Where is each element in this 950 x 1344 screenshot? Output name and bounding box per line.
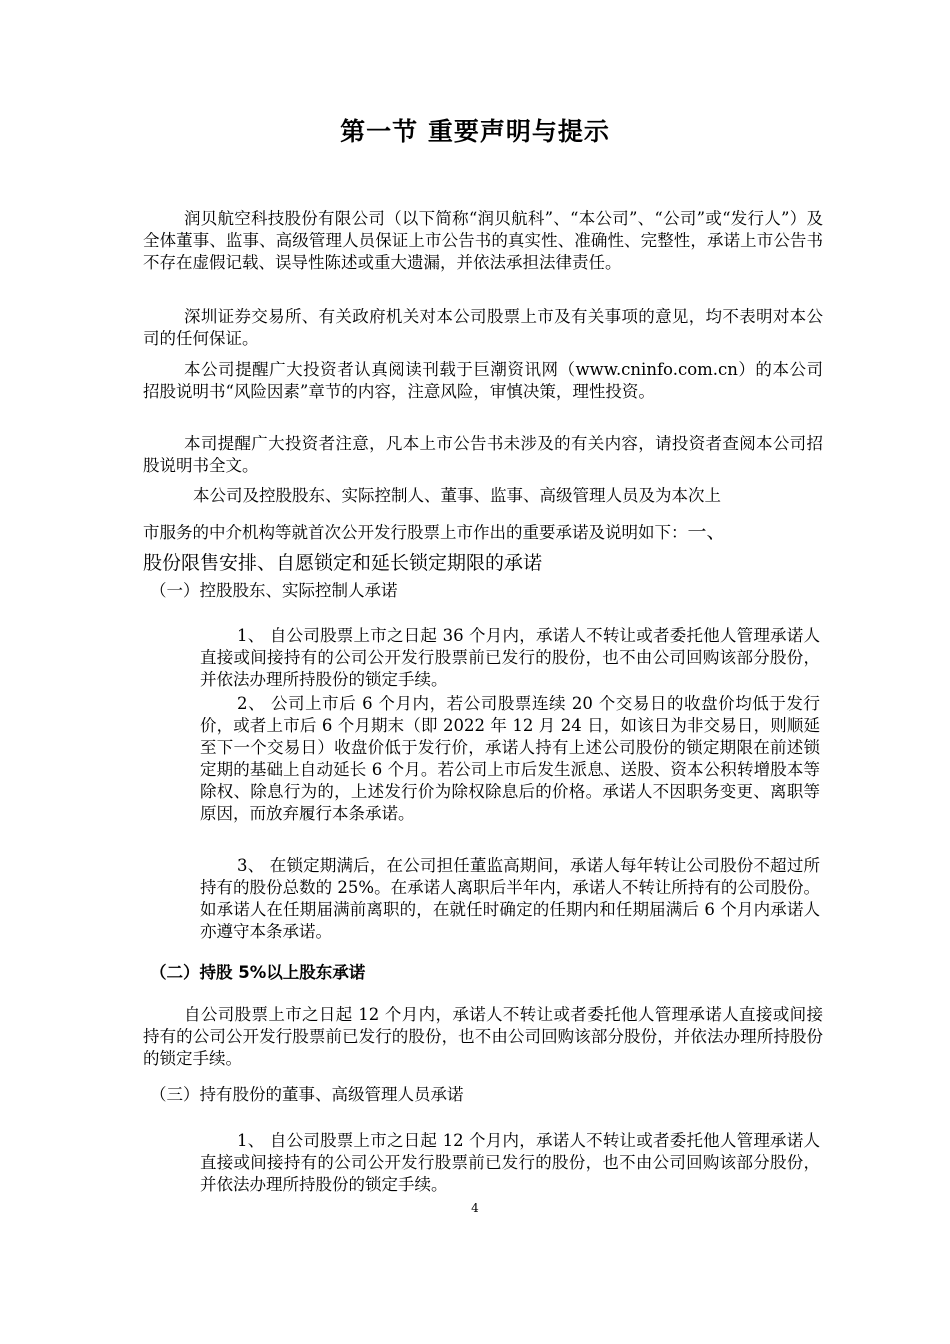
subsection-1-title: （一）控股股东、实际控制人承诺: [150, 581, 398, 600]
paragraph-exchange-disclaimer: 深圳证券交易所、有关政府机关对本公司股票上市及有关事项的意见，均不表明对本公司的任何保证。: [143, 307, 823, 348]
commitment-intro-text: 市服务的中介机构等就首次公开发行股票上市作出的重要承诺及说明如下：: [143, 523, 688, 542]
heading-one-number: 一、: [687, 521, 726, 543]
subsection-2-title-text: （二）持股 5%以上股东承诺: [150, 963, 366, 982]
heading-lockup-commitments: 股份限售安排、自愿锁定和延长锁定期限的承诺: [143, 552, 543, 574]
subsection-1-item-3: 3、 在锁定期满后，在公司担任董监高期间，承诺人每年转让公司股份不超过所持有的股份总数的 25%。在承诺人离职后半年内，承诺人不转让所持有的公司股份。如承诺人在任期届满前离职的，在就任时确定的任期内和任期届满后 6 个月内承诺人亦遵守本条承诺。: [200, 856, 820, 941]
paragraph-commitment-intro-line1: 本公司及控股股东、实际控制人、董事、监事、高级管理人员及为本次上: [193, 486, 721, 505]
subsection-1-item-2: 2、 公司上市后 6 个月内，若公司股票连续 20 个交易日的收盘价均低于发行价，或者上市后 6 个月期末（即 2022 年 12 月 24 日，如该日为非交易日，则顺延至下一个交易日）收盘价低于发行价，承诺人持有上述公司股份的锁定期限在前述锁定期的基础上自动延长 6 个月。若公司上市后发生派息、送股、资本公积转增股本等除权、除息行为的，上述发行价为除权除息后的价格。承诺人不因职务变更、离职等原因，而放弃履行本条承诺。: [200, 694, 820, 823]
subsection-3-title: （三）持有股份的董事、高级管理人员承诺: [150, 1085, 464, 1104]
page-number: 4: [471, 1201, 479, 1215]
subsection-1-item-1: 1、 自公司股票上市之日起 36 个月内，承诺人不转让或者委托他人管理承诺人直接或间接持有的公司公开发行股票前已发行的股份，也不由公司回购该部分股份，并依法办理所持股份的锁定手续。: [200, 626, 820, 689]
subsection-3-item-1: 1、 自公司股票上市之日起 12 个月内，承诺人不转让或者委托他人管理承诺人直接或间接持有的公司公开发行股票前已发行的股份，也不由公司回购该部分股份，并依法办理所持股份的锁定手续。: [200, 1131, 820, 1194]
paragraph-risk-reminder: 本公司提醒广大投资者认真阅读刊载于巨潮资讯网（www.cninfo.com.cn）的本公司招股说明书“风险因素”章节的内容，注意风险，审慎决策，理性投资。: [143, 360, 823, 401]
subsection-2-body: 自公司股票上市之日起 12 个月内，承诺人不转让或者委托他人管理承诺人直接或间接持有的公司公开发行股票前已发行的股份，也不由公司回购该部分股份，并依法办理所持股份的锁定手续。: [143, 1005, 823, 1068]
paragraph-commitment-intro-line2: [143, 521, 833, 544]
section-title: 第一节 重要声明与提示: [340, 117, 610, 146]
paragraph-declaration: 润贝航空科技股份有限公司（以下简称“润贝航科”、“本公司”、“公司”或“发行人”）及全体董事、监事、高级管理人员保证上市公告书的真实性、准确性、完整性，承诺上市公告书不存在虚假记载、误导性陈述或重大遗漏，并依法承担法律责任。: [143, 209, 823, 272]
paragraph-prospectus-reminder: 本司提醒广大投资者注意，凡本上市公告书未涉及的有关内容，请投资者查阅本公司招股说明书全文。: [143, 434, 823, 475]
subsection-2-title: [150, 962, 365, 984]
